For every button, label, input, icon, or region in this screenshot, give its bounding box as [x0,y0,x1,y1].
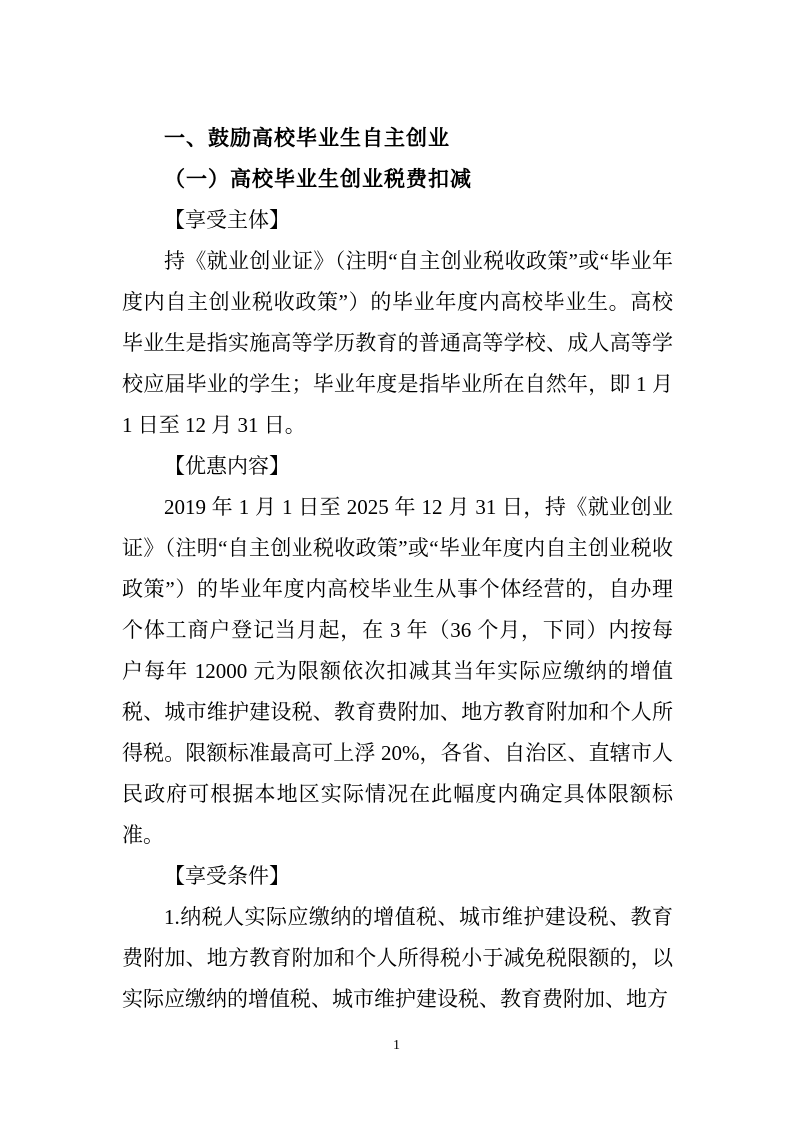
section-label-conditions: 【享受条件】 [164,864,290,888]
block-conditions [122,856,673,1020]
section-label-benefit: 【优惠内容】 [164,454,290,478]
section-label-subject: 【享受主体】 [164,208,290,232]
block-benefit-content [122,446,673,856]
document-content [122,118,673,1020]
section-heading: （一）高校毕业生创业税费扣减 [164,167,472,191]
paragraph-subject: 持《就业创业证》（注明“自主创业税收政策”或“毕业年度内自主创业税收政策”）的毕业年度内高校毕业生。高校毕业生是指实施高等学历教育的普通高等学校、成人高等学校应届毕业的学生；毕业年度是指毕业所在自然年，即 1 月 1 日至 12 月 31 日。 [122,249,673,437]
chapter-heading: 一、鼓励高校毕业生自主创业 [164,127,450,150]
page-number: 1 [393,1038,400,1053]
paragraph-benefit: 2019 年 1 月 1 日至 2025 年 12 月 31 日，持《就业创业证》（注明“自主创业税收政策”或“毕业年度内自主创业税收政策”）的毕业年度内高校毕业生从事个体经营的，自办理个体工商户登记当月起，在 3 年（36 个月，下同）内按每户每年 12000 元为限额依次扣减其当年实际应缴纳的增值税、城市维护建设税、教育费附加、地方教育附加和个人所得税。限额标准最高可上浮 20%，各省、自治区、直辖市人民政府可根据本地区实际情况在此幅度内确定具体限额标准。 [122,495,673,847]
block-eligible-subject [122,200,673,446]
paragraph-conditions: 1.纳税人实际应缴纳的增值税、城市维护建设税、教育费附加、地方教育附加和个人所得税小于减免税限额的，以实际应缴纳的增值税、城市维护建设税、教育费附加、地方 [122,905,673,1011]
page-footer [0,1036,793,1055]
